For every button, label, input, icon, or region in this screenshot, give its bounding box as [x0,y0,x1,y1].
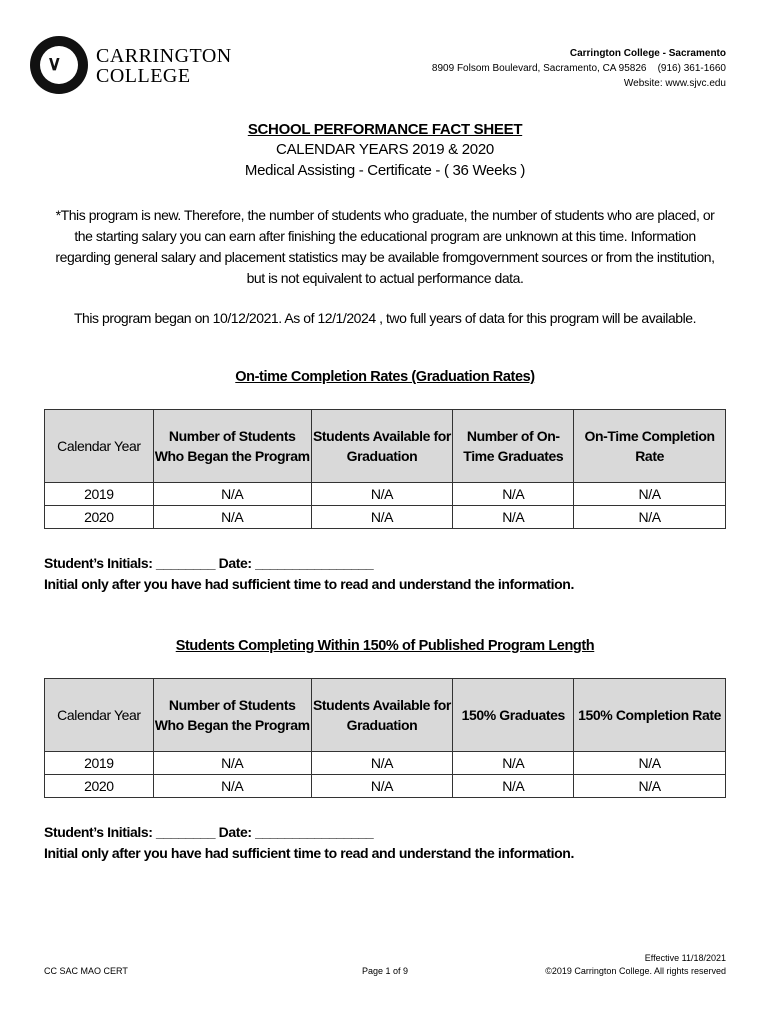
initials-block-2 [44,822,574,864]
cell: N/A [311,775,453,798]
cell: N/A [153,752,311,775]
page-title: SCHOOL PERFORMANCE FACT SHEET [247,121,523,138]
initials-instruction: Initial only after you have had sufficient time to read and understand the information. [44,845,574,861]
footer-code: CC SAC MAO CERT [44,966,128,976]
cell: N/A [453,483,574,506]
cell: 2019 [45,483,154,506]
initials-date-line[interactable]: Student’s Initials: ________ Date: ________________ [44,824,374,840]
on-time-completion-table [44,409,726,529]
cell: N/A [453,775,574,798]
table-header-row [45,679,726,752]
table1-title: On-time Completion Rates (Graduation Rates) [235,369,535,385]
effective-date: Effective 11/18/2021 [644,953,726,963]
page-number: Page 1 of 9 [361,966,409,976]
new-program-notice: *This program is new. Therefore, the number of students who graduate, the number of students who are placed, or the starting salary you can earn after finishing the educational program are unknown at this time. Information regarding general salary and placement statistics may be available fromgovernment sources or from the institution, but is not equivalent to actual performance data. [55,207,715,286]
cell: N/A [574,775,726,798]
initials-instruction: Initial only after you have had sufficient time to read and understand the information. [44,576,574,592]
col-on-time-rate: On-Time Completion Rate [574,410,726,483]
table-row [45,752,726,775]
calendar-years: CALENDAR YEARS 2019 & 2020 [276,141,494,158]
cell: N/A [574,483,726,506]
cell: N/A [311,506,453,529]
cell: N/A [153,506,311,529]
cell: N/A [153,775,311,798]
cell: N/A [574,506,726,529]
cell: N/A [153,483,311,506]
col-150-graduates: 150% Graduates [453,679,574,752]
cell: N/A [453,752,574,775]
program-start-note: This program began on 10/12/2021. As of 12/1/2024 , two full years of data for this program will be available. [73,310,697,326]
cell: 2020 [45,775,154,798]
col-students-available: Students Available for Graduation [311,410,453,483]
table-header-row [45,410,726,483]
college-seal-icon: ∨ [30,36,88,94]
initials-date-line[interactable]: Student’s Initials: ________ Date: ________________ [44,555,374,571]
campus-name: Carrington College - Sacramento [569,48,726,59]
brand-name: CARRINGTON COLLEGE [96,45,232,87]
table-row [45,483,726,506]
col-students-began: Number of Students Who Began the Program [153,679,311,752]
carrington-logo [30,36,260,96]
col-on-time-graduates: Number of On-Time Graduates [453,410,574,483]
cell: 2019 [45,752,154,775]
col-calendar-year: Calendar Year [45,410,154,483]
campus-contact [432,46,726,91]
col-150-rate: 150% Completion Rate [574,679,726,752]
table-row [45,775,726,798]
copyright: ©2019 Carrington College. All rights reserved [545,966,726,976]
campus-address: 8909 Folsom Boulevard, Sacramento, CA 95826 (916) 361-1660 [431,63,726,74]
completion-150-table [44,678,726,798]
footer-right [545,952,726,978]
cell: N/A [574,752,726,775]
initials-block-1 [44,553,574,595]
program-name: Medical Assisting - Certificate - ( 36 Weeks ) [244,162,526,179]
cell: N/A [311,483,453,506]
col-calendar-year: Calendar Year [45,679,154,752]
table2-title: Students Completing Within 150% of Published Program Length [175,638,595,654]
cell: N/A [453,506,574,529]
col-students-available: Students Available for Graduation [311,679,453,752]
cell: 2020 [45,506,154,529]
cell: N/A [311,752,453,775]
table-row [45,506,726,529]
col-students-began: Number of Students Who Began the Program [153,410,311,483]
campus-website: Website: www.sjvc.edu [623,78,726,89]
